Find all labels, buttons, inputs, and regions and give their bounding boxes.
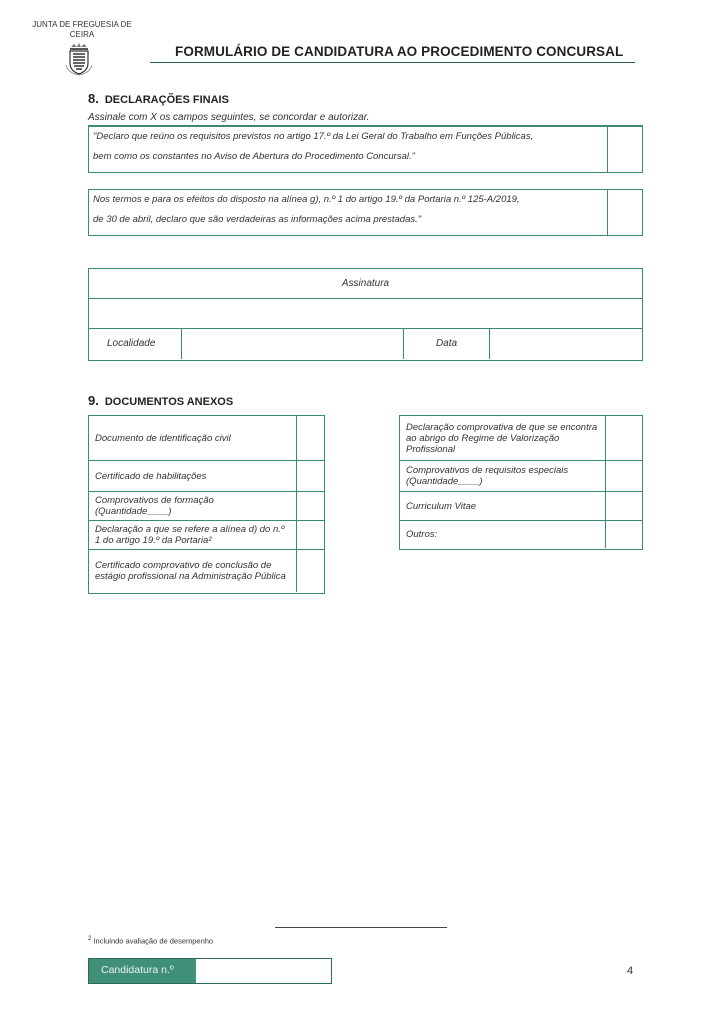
date-field[interactable]: [490, 329, 642, 359]
declaration-1-text: [89, 127, 611, 167]
document-label: Curriculum Vitae: [406, 500, 477, 512]
document-checkbox[interactable]: [296, 521, 324, 549]
declaration-2-checkbox[interactable]: [607, 190, 642, 235]
declaration-1-line-1: "Declaro que reúno os requisitos previstos no artigo 17.º da Lei Geral do Trabalho em Funções Públicas,: [93, 131, 534, 142]
document-row: [89, 416, 324, 461]
date-label: Data: [404, 329, 490, 359]
document-row: [89, 461, 324, 492]
locality-field[interactable]: [182, 329, 404, 359]
declaration-1-checkbox[interactable]: [607, 127, 642, 172]
signature-field[interactable]: [89, 299, 642, 329]
title-divider: [150, 62, 635, 63]
section-9-title: DOCUMENTOS ANEXOS: [104, 396, 234, 408]
document-checkbox[interactable]: [605, 521, 642, 548]
declaration-1-line-2: bem como os constantes no Aviso de Abertura do Procedimento Concursal.": [93, 151, 415, 162]
declaration-2-line-1: Nos termos e para os efeitos do disposto na alínea g), n.º 1 do artigo 19.º da Portaria n.º 125-A/2019,: [93, 194, 520, 205]
document-label: Comprovativos de formação (Quantidade____): [95, 495, 214, 517]
declaration-box-1: [88, 126, 643, 173]
org-line-2: CEIRA: [69, 30, 95, 39]
declaration-2-text: [89, 190, 611, 230]
document-row: [89, 492, 324, 521]
declaration-2-line-2: de 30 de abril, declaro que são verdadeiras as informações acima prestadas.": [93, 214, 422, 225]
document-row: [89, 550, 324, 592]
documents-right-table: [399, 415, 643, 550]
section-8-number: 8.: [88, 91, 99, 106]
document-label: Certificado de habilitações: [95, 470, 207, 482]
org-line-1: JUNTA DE FREGUESIA DE: [32, 20, 132, 29]
declaration-box-2: [88, 189, 643, 236]
footnote: [88, 936, 213, 946]
document-row: [400, 521, 642, 548]
section-8-heading: [88, 91, 229, 106]
candidatura-label: Candidatura n.º: [89, 959, 196, 983]
footnote-text: Incluindo avaliação de desempenho: [93, 936, 214, 946]
footnote-divider: [275, 927, 447, 928]
document-checkbox[interactable]: [605, 492, 642, 520]
document-row: [400, 461, 642, 492]
document-label: Comprovativos de requisitos especiais (Quantidade____): [406, 465, 569, 487]
document-label: Certificado comprovativo de conclusão de estágio profissional na Administração Pública: [95, 560, 286, 582]
document-row: [400, 492, 642, 521]
document-checkbox[interactable]: [296, 492, 324, 520]
section-9-heading: [88, 393, 233, 408]
document-checkbox[interactable]: [296, 550, 324, 592]
document-row: [89, 521, 324, 550]
document-checkbox[interactable]: [296, 416, 324, 460]
document-checkbox[interactable]: [605, 461, 642, 491]
form-title: FORMULÁRIO DE CANDIDATURA AO PROCEDIMENTO CONCURSAL: [175, 44, 624, 59]
document-label: Declaração a que se refere a alínea d) do n.º 1 do artigo 19.º da Portaria²: [95, 524, 285, 546]
document-label: Documento de identificação civil: [95, 432, 231, 444]
document-label: Declaração comprovativa de que se encontra ao abrigo do Regime de Valorização Profissional: [406, 421, 598, 455]
document-row: [400, 416, 642, 461]
document-checkbox[interactable]: [296, 461, 324, 491]
signature-table: [88, 268, 643, 361]
locality-date-row: [89, 329, 642, 359]
section-8-title: DECLARAÇÕES FINAIS: [104, 94, 229, 106]
footnote-marker: 2: [88, 936, 92, 942]
candidatura-number-field[interactable]: [196, 959, 331, 983]
page-number: 4: [627, 965, 634, 977]
locality-label: Localidade: [89, 329, 182, 359]
signature-label: Assinatura: [89, 269, 642, 299]
documents-left-table: [88, 415, 325, 594]
document-checkbox[interactable]: [605, 416, 642, 460]
coat-of-arms-icon: [65, 43, 93, 76]
organization-name: [32, 20, 132, 40]
section-9-number: 9.: [88, 393, 99, 408]
document-label: Outros:: [406, 529, 438, 540]
candidatura-box: [88, 958, 332, 984]
instruction-text: Assinale com X os campos seguintes, se concordar e autorizar.: [88, 112, 370, 123]
